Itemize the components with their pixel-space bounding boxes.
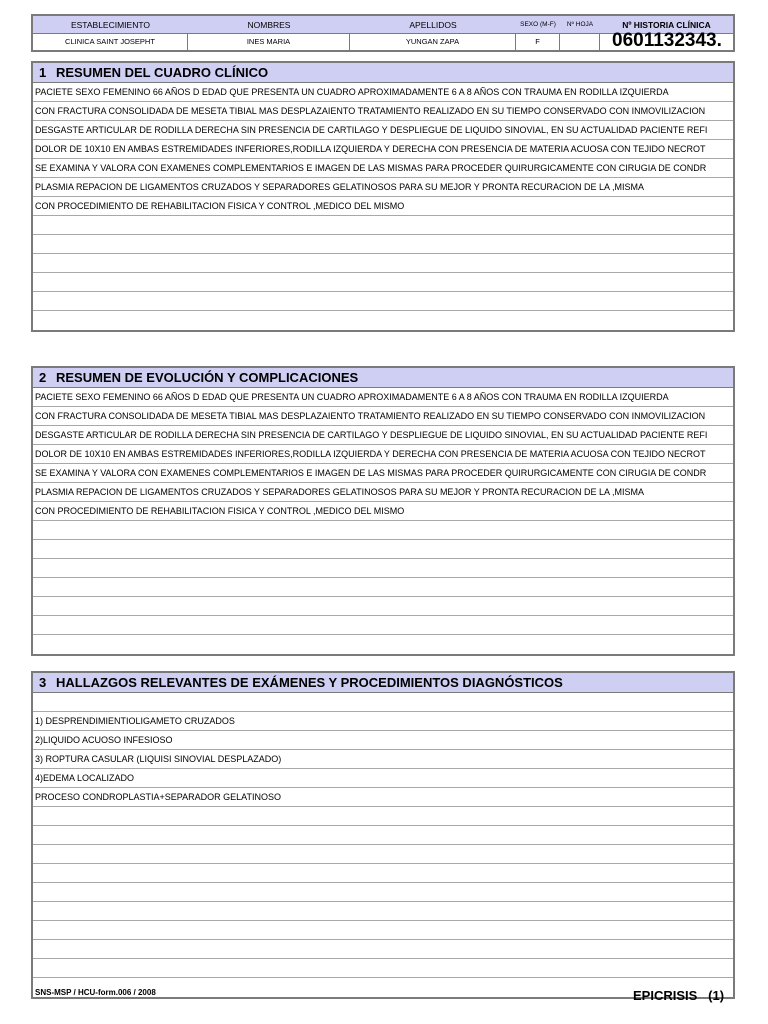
text-line — [33, 883, 733, 902]
section-hallazgos-relevantes — [31, 671, 735, 999]
text-line — [33, 559, 733, 578]
text-line: PACIETE SEXO FEMENINO 66 AÑOS D EDAD QUE PRESENTA UN CUADRO APROXIMADAMENTE 6 A 8 AÑOS CON TRAUMA EN RODILLA IZQUIERDA — [33, 83, 733, 102]
text-line: 1) DESPRENDIMIENTIOLIGAMETO CRUZADOS — [33, 712, 733, 731]
label-nombres: NOMBRES — [247, 19, 291, 30]
section-number: 1 — [39, 65, 47, 80]
text-line: PROCESO CONDROPLASTIA+SEPARADOR GELATINOSO — [33, 788, 733, 807]
section-title — [33, 673, 733, 693]
text-line — [33, 235, 733, 254]
text-line — [33, 597, 733, 616]
section-lines — [33, 693, 733, 997]
text-line — [33, 311, 733, 330]
text-line: DOLOR DE 10X10 EN AMBAS ESTREMIDADES INFERIORES,RODILLA IZQUIERDA Y DERECHA CON PRESENCIA DE MATERIA ACUOSA CON TEJIDO NECROT — [33, 140, 733, 159]
text-line: DOLOR DE 10X10 EN AMBAS ESTREMIDADES INFERIORES,RODILLA IZQUIERDA Y DERECHA CON PRESENCIA DE MATERIA ACUOSA CON TEJIDO NECROT — [33, 445, 733, 464]
text-line: SE EXAMINA Y VALORA CON EXAMENES COMPLEMENTARIOS E IMAGEN DE LAS MISMAS PARA PROCEDER QUIRURGICAMENTE CON CIRUGIA DE CONDR — [33, 464, 733, 483]
form-title: EPICRISIS (1) — [633, 988, 725, 1003]
text-line — [33, 540, 733, 559]
label-sexo: SEXO (M-F) — [520, 21, 556, 28]
text-line — [33, 864, 733, 883]
text-line: PLASMIA REPACION DE LIGAMENTOS CRUZADOS Y SEPARADORES GELATINOSOS PARA SU MEJOR Y PRONTA RECURACION DE LA ,MISMA — [33, 178, 733, 197]
text-line: 3) ROPTURA CASULAR (LIQUISI SINOVIAL DESPLAZADO) — [33, 750, 733, 769]
text-line — [33, 273, 733, 292]
label-hoja: Nº HOJA — [566, 21, 594, 28]
value-nombres: INES MARIA — [188, 33, 350, 50]
text-line — [33, 693, 733, 712]
value-sexo: F — [516, 33, 560, 50]
header-values-row — [33, 29, 733, 51]
text-line — [33, 616, 733, 635]
text-line — [33, 845, 733, 864]
text-line: CON FRACTURA CONSOLIDADA DE MESETA TIBIAL MAS DESPLAZAIENTO TRATAMIENTO REALIZADO EN SU TIEMPO CONSERVADO CON INMOVILIZACION — [33, 407, 733, 426]
text-line — [33, 921, 733, 940]
section-title — [33, 63, 733, 83]
text-line — [33, 254, 733, 273]
text-line: CON FRACTURA CONSOLIDADA DE MESETA TIBIAL MAS DESPLAZAIENTO TRATAMIENTO REALIZADO EN SU TIEMPO CONSERVADO CON INMOVILIZACION — [33, 102, 733, 121]
text-line: PACIETE SEXO FEMENINO 66 AÑOS D EDAD QUE PRESENTA UN CUADRO APROXIMADAMENTE 6 A 8 AÑOS CON TRAUMA EN RODILLA IZQUIERDA — [33, 388, 733, 407]
text-line — [33, 216, 733, 235]
text-line — [33, 902, 733, 921]
patient-header — [31, 14, 735, 52]
section-lines — [33, 388, 733, 654]
text-line: CON PROCEDIMIENTO DE REHABILITACION FISICA Y CONTROL ,MEDICO DEL MISMO — [33, 197, 733, 216]
section-title-text: RESUMEN DEL CUADRO CLÍNICO — [56, 65, 269, 80]
section-title — [33, 368, 733, 388]
text-line: DESGASTE ARTICULAR DE RODILLA DERECHA SIN PRESENCIA DE CARTILAGO Y DESPLIEGUE DE LIQUIDO SINOVIAL, EN SU ACTUALIDAD PACIENTE REFI — [33, 426, 733, 445]
text-line — [33, 578, 733, 597]
label-apellidos: APELLIDOS — [409, 19, 457, 30]
label-historia-clinica: Nº HISTORIA CLÍNICA — [622, 19, 711, 30]
label-establecimiento: ESTABLECIMIENTO — [70, 19, 151, 30]
text-line — [33, 292, 733, 311]
section-number: 3 — [39, 675, 47, 690]
section-lines — [33, 83, 733, 330]
value-apellidos: YUNGAN ZAPA — [350, 33, 516, 50]
text-line: 4)EDEMA LOCALIZADO — [33, 769, 733, 788]
section-resumen-cuadro-clinico — [31, 61, 735, 332]
text-line — [33, 826, 733, 845]
text-line — [33, 940, 733, 959]
text-line: DESGASTE ARTICULAR DE RODILLA DERECHA SIN PRESENCIA DE CARTILAGO Y DESPLIEGUE DE LIQUIDO SINOVIAL, EN SU ACTUALIDAD PACIENTE REFI — [33, 121, 733, 140]
text-line — [33, 635, 733, 654]
section-resumen-evolucion — [31, 366, 735, 656]
text-line: SE EXAMINA Y VALORA CON EXAMENES COMPLEMENTARIOS E IMAGEN DE LAS MISMAS PARA PROCEDER QUIRURGICAMENTE CON CIRUGIA DE CONDR — [33, 159, 733, 178]
text-line: PLASMIA REPACION DE LIGAMENTOS CRUZADOS Y SEPARADORES GELATINOSOS PARA SU MEJOR Y PRONTA RECURACION DE LA ,MISMA — [33, 483, 733, 502]
section-number: 2 — [39, 370, 47, 385]
value-establecimiento: CLINICA SAINT JOSEPHT — [33, 33, 188, 50]
value-historia-clinica: 0601132343. — [612, 29, 722, 51]
text-line: 2)LIQUIDO ACUOSO INFESIOSO — [33, 731, 733, 750]
form-code: SNS-MSP / HCU-form.006 / 2008 — [35, 988, 156, 997]
text-line: CON PROCEDIMIENTO DE REHABILITACION FISICA Y CONTROL ,MEDICO DEL MISMO — [33, 502, 733, 521]
text-line — [33, 521, 733, 540]
value-hoja — [560, 33, 600, 50]
section-title-text: RESUMEN DE EVOLUCIÓN Y COMPLICACIONES — [56, 370, 359, 385]
text-line — [33, 807, 733, 826]
section-title-text: HALLAZGOS RELEVANTES DE EXÁMENES Y PROCEDIMIENTOS DIAGNÓSTICOS — [56, 675, 563, 690]
text-line — [33, 959, 733, 978]
